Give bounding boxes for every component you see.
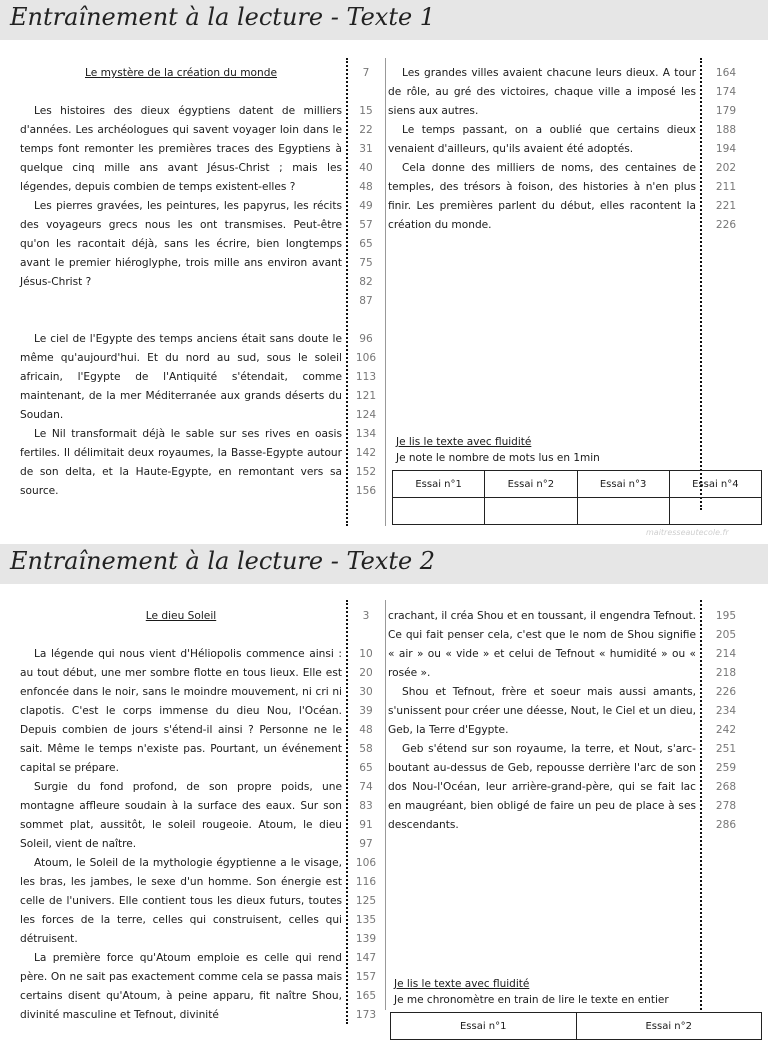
paragraph: La première force qu'Atoum emploie es celle qui rend père. On ne sait pas exactement comme cela se passa mais certains disent qu'Atoum, à peine apparu, fit naître Shou, divinité masculine et Tefnout, divinité: [20, 952, 342, 1021]
story-title: Le dieu Soleil: [145, 610, 217, 622]
text-column-left: [20, 64, 342, 501]
word-count: 221: [715, 200, 737, 212]
fluency-instructions: [394, 976, 669, 1008]
attempt-header: Essai n°2: [485, 471, 577, 498]
word-count: 173: [355, 1009, 377, 1021]
fluency-title: Je lis le texte avec fluidité: [394, 978, 530, 990]
story-title: Le mystère de la création du monde: [85, 67, 277, 79]
word-count: 82: [359, 276, 373, 288]
word-count: 15: [359, 105, 373, 117]
word-count: 116: [355, 876, 377, 888]
word-count: 106: [355, 352, 377, 364]
paragraph: Cela donne des milliers de noms, des centaines de temples, des trésors à foison, des histories à n'en plus finir. Les premières parlent du début, elles racontent la création du monde.: [388, 162, 696, 231]
word-count: 49: [359, 200, 373, 212]
word-count: [351, 311, 381, 330]
word-count: 106: [355, 857, 377, 869]
word-count: 97: [359, 838, 373, 850]
attempt-cell[interactable]: [393, 498, 485, 525]
page-title: Entraînement à la lecture - Texte 2: [10, 547, 436, 575]
paragraph: Surgie du fond profond, de son propre poids, une montagne affleure soudain à la surface des eaux. Sur son sommet plat, aussitôt, le soleil rougeoie. Atoum, le dieu Soleil, vient de naître.: [20, 781, 342, 850]
word-count: 174: [715, 86, 737, 98]
word-count: 179: [715, 105, 737, 117]
word-count: 87: [359, 295, 373, 307]
word-count: 135: [355, 914, 377, 926]
fluency-title: Je lis le texte avec fluidité: [396, 436, 532, 448]
word-count: 214: [715, 648, 737, 660]
column-divider: [385, 600, 386, 1010]
fluency-instructions: [396, 434, 600, 466]
word-count: 278: [715, 800, 737, 812]
word-count: 211: [715, 181, 737, 193]
word-count: 31: [359, 143, 373, 155]
word-count: 3: [362, 610, 370, 622]
attempt-header: Essai n°1: [393, 471, 485, 498]
attempt-header: Essai n°3: [577, 471, 669, 498]
header-banner-texte-1: [0, 0, 768, 40]
fluency-subtitle: Je note le nombre de mots lus en 1min: [396, 452, 600, 464]
paragraph: Les grandes villes avaient chacune leurs dieux. A tour de rôle, au gré des victoires, chaque ville a imposé les siens aux autres.: [388, 67, 696, 117]
word-count: 74: [359, 781, 373, 793]
paragraph: Le ciel de l'Egypte des temps anciens était sans doute le même qu'aujourd'hui. Et du nord au sud, sous le soleil africain, l'Egypte de l'Antiquité s'étendait, comme maintenant, de la mer Méditerranée aux grands déserts du Soudan.: [20, 333, 342, 421]
word-count: 40: [359, 162, 373, 174]
word-count: 113: [355, 371, 377, 383]
word-count: 242: [715, 724, 737, 736]
paragraph: Shou et Tefnout, frère et soeur mais aussi amants, s'unissent pour créer une déesse, Nout, le Ciel et un dieu, Geb, la Terre d'Egypte.: [388, 686, 696, 736]
word-count: 286: [715, 819, 737, 831]
paragraph: La légende qui nous vient d'Héliopolis commence ainsi : au tout début, une mer sombre flotte en tous lieux. Elle est enfoncée dans le noir, sans le moindre mouvement, ni cri ni clapotis. C'est le corps immense du dieu Nou, l'Océan. Depuis combien de jours s'étend-il ainsi ? Personne ne le sait. Même le temps n'existe pas. Pourtant, un événement capital se prépare.: [20, 648, 342, 774]
word-count-column: [708, 64, 744, 235]
word-count: 165: [355, 990, 377, 1002]
attempts-table: [392, 470, 762, 525]
word-count: 234: [715, 705, 737, 717]
attempt-header: Essai n°1: [391, 1013, 577, 1040]
text-column-left: [20, 607, 342, 1025]
dotted-separator: [346, 600, 348, 1024]
word-count: 194: [715, 143, 737, 155]
word-count: 58: [359, 743, 373, 755]
word-count: 156: [355, 485, 377, 497]
word-count: 205: [715, 629, 737, 641]
dotted-separator: [700, 600, 702, 1010]
word-count: 142: [355, 447, 377, 459]
attempt-header: Essai n°4: [669, 471, 761, 498]
word-count: 218: [715, 667, 737, 679]
attempt-cell[interactable]: [485, 498, 577, 525]
word-count: 268: [715, 781, 737, 793]
word-count: 20: [359, 667, 373, 679]
paragraph: Les histoires des dieux égyptiens datent de milliers d'années. Les archéologues qui savent voyager loin dans le temps font remonter les premières traces des Egyptiens à quelque cinq mille ans avant Jésus-Christ ; mais les légendes, depuis combien de temps existent-elles ?: [20, 105, 342, 193]
word-count: 226: [715, 219, 737, 231]
word-count-column: [351, 607, 381, 1025]
word-count: 39: [359, 705, 373, 717]
text-column-right: [388, 607, 696, 835]
word-count: 65: [359, 238, 373, 250]
word-count: 251: [715, 743, 737, 755]
word-count: [351, 626, 381, 645]
header-banner-texte-2: [0, 544, 768, 584]
word-count: 226: [715, 686, 737, 698]
word-count: 259: [715, 762, 737, 774]
word-count: 134: [355, 428, 377, 440]
fluency-subtitle: Je me chronomètre en train de lire le texte en entier: [394, 994, 669, 1006]
page-title: Entraînement à la lecture - Texte 1: [10, 3, 436, 31]
word-count: 124: [355, 409, 377, 421]
word-count: 83: [359, 800, 373, 812]
column-divider: [385, 58, 386, 526]
paragraph: Atoum, le Soleil de la mythologie égyptienne a le visage, les bras, les jambes, le sexe d'un homme. Son énergie est celle de l'univers. Elle contient tous les dieux futurs, toutes les forces de la terre, celles qui construisent, celles qui détruisent.: [20, 857, 342, 945]
word-count: 48: [359, 181, 373, 193]
word-count: 57: [359, 219, 373, 231]
word-count: 7: [362, 67, 370, 79]
word-count: 147: [355, 952, 377, 964]
attempt-cell[interactable]: [577, 498, 669, 525]
word-count: 195: [715, 610, 737, 622]
word-count: 96: [359, 333, 373, 345]
attempt-header: Essai n°2: [576, 1013, 762, 1040]
word-count: 75: [359, 257, 373, 269]
attempts-table: [390, 1012, 762, 1040]
word-count: 202: [715, 162, 737, 174]
word-count-column: [351, 64, 381, 501]
dotted-separator: [700, 58, 702, 510]
paragraph: Les pierres gravées, les peintures, les papyrus, les récits des voyageurs grecs nous les ont transmises. Peut-être qu'on les racontait déjà, sans les écrire, bien longtemps avant le premier hiéroglyphe, trois mille ans environ avant Jésus-Christ ?: [20, 200, 342, 288]
watermark: maitresseautecole.fr: [646, 528, 729, 537]
paragraph: Le temps passant, on a oublié que certains dieux venaient d'ailleurs, qu'ils avaient été adoptés.: [388, 124, 696, 155]
word-count: 10: [359, 648, 373, 660]
attempt-cell[interactable]: [669, 498, 761, 525]
word-count: 65: [359, 762, 373, 774]
word-count: 121: [355, 390, 377, 402]
word-count: [351, 83, 381, 102]
word-count: 22: [359, 124, 373, 136]
word-count: 125: [355, 895, 377, 907]
word-count: 188: [715, 124, 737, 136]
dotted-separator: [346, 58, 348, 526]
paragraph: crachant, il créa Shou et en toussant, il engendra Tefnout. Ce qui fait penser cela, c'est que le nom de Shou signifie « air » ou « vide » et celui de Tefnout « humidité » ou « rosée ».: [388, 610, 696, 679]
text-column-right: [388, 64, 696, 235]
word-count: 152: [355, 466, 377, 478]
word-count-column: [708, 607, 744, 835]
word-count: 164: [715, 67, 737, 79]
word-count: 30: [359, 686, 373, 698]
word-count: 48: [359, 724, 373, 736]
word-count: 157: [355, 971, 377, 983]
word-count: 139: [355, 933, 377, 945]
word-count: 91: [359, 819, 373, 831]
paragraph: Geb s'étend sur son royaume, la terre, et Nout, s'arc-boutant au-dessus de Geb, repousse derrière l'arc de son dos Nou-l'Océan, leur arrière-grand-père, qui se fait lac en maugréant, bien obligé de faire un peu de place à ses descendants.: [388, 743, 696, 831]
paragraph: Le Nil transformait déjà le sable sur ses rives en oasis fertiles. Il délimitait deux royaumes, la Basse-Egypte autour de son delta, et la Haute-Egypte, en remontant vers sa source.: [20, 428, 342, 497]
